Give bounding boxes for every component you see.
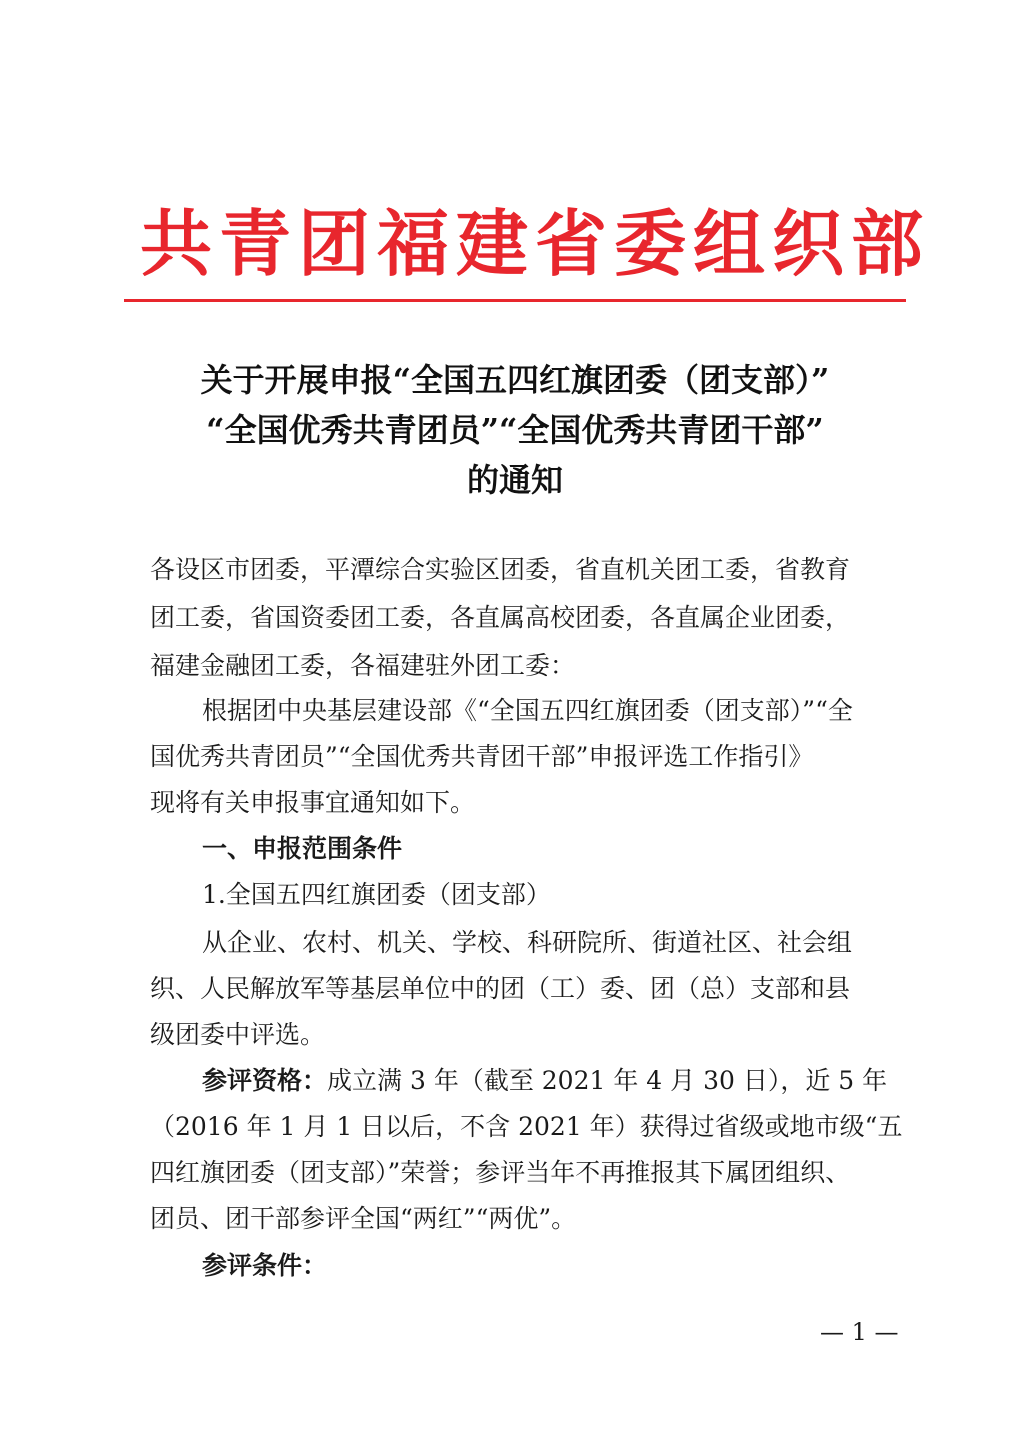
item-1-heading: 1.全国五四红旗团委（团支部）	[202, 880, 551, 909]
qualification-first-line-text: 成立满 3 年（截至 2021 年 4 月 30 日），近 5 年	[327, 1066, 888, 1095]
page-number: — 1 —	[820, 1318, 899, 1346]
issuer-header-title: 共青团福建省委组织部	[140, 202, 931, 286]
recipients-line-2: 团工委，省国资委团工委，各直属高校团委，各直属企业团委，	[150, 603, 851, 632]
qualification-line-3: 四红旗团委（团支部）”荣誉；参评当年不再推报其下属团组织、	[150, 1158, 851, 1187]
qualification-line-1	[202, 1059, 920, 1102]
item-1-text-line-1: 从企业、农村、机关、学校、科研院所、街道社区、社会组	[202, 928, 853, 957]
section-1-heading: 一、申报范围条件	[202, 834, 403, 863]
header-red-rule	[124, 299, 906, 302]
recipients-line-1: 各设区市团委，平潭综合实验区团委，省直机关团工委，省教育	[150, 555, 851, 584]
item-1-text-line-3: 级团委中评选。	[150, 1020, 326, 1049]
recipients-line-3: 福建金融团工委，各福建驻外团工委：	[150, 651, 576, 680]
intro-line-3: 现将有关申报事宜通知如下。	[150, 788, 476, 817]
qualification-label: 参评资格：	[202, 1066, 328, 1095]
item-1-text-line-2: 织、人民解放军等基层单位中的团（工）委、团（总）支部和县	[150, 974, 851, 1003]
title-line-1: 关于开展申报“全国五四红旗团委（团支部）”	[200, 361, 830, 399]
qualification-line-2: （2016 年 1 月 1 日以后，不含 2021 年）获得过省级或地市级“五	[150, 1112, 903, 1141]
title-line-3: 的通知	[466, 461, 563, 499]
document-title	[100, 355, 930, 505]
intro-line-1: 根据团中央基层建设部《“全国五四红旗团委（团支部）”“全	[202, 696, 853, 725]
intro-line-2: 国优秀共青团员”“全国优秀共青团干部”申报评选工作指引》	[150, 742, 814, 771]
conditions-label: 参评条件：	[202, 1251, 328, 1280]
title-line-2: “全国优秀共青团员”“全国优秀共青团干部”	[206, 411, 824, 449]
qualification-line-4: 团员、团干部参评全国“两红”“两优”。	[150, 1204, 577, 1233]
